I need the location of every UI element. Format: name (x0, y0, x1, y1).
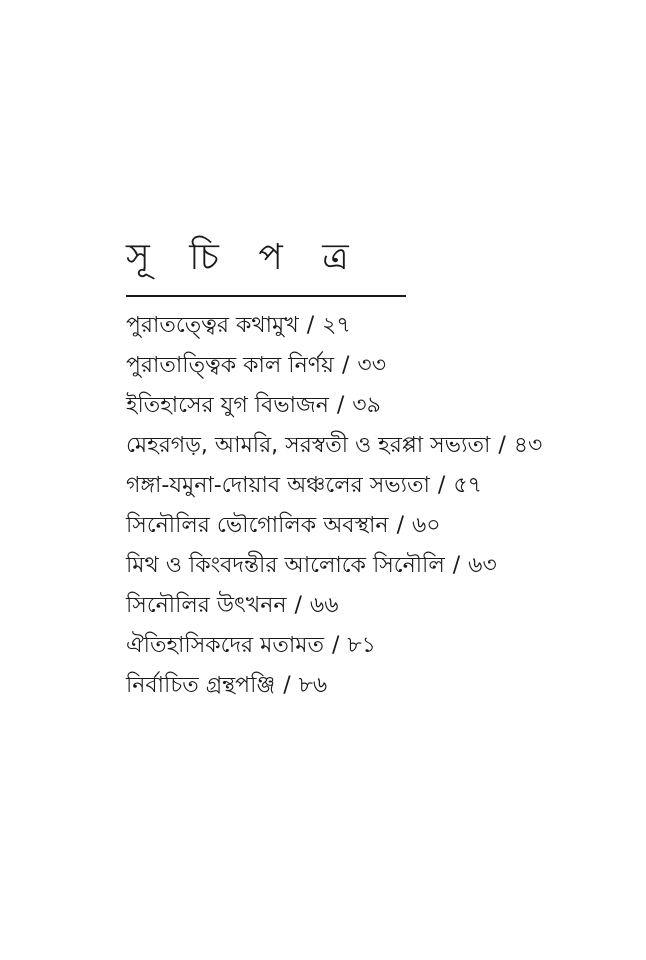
toc-entry-page: ৬৩ (468, 553, 497, 578)
toc-separator: / (331, 633, 340, 658)
toc-entry (126, 426, 626, 466)
toc-entry-page: ২৭ (322, 313, 351, 338)
toc-separator: / (498, 433, 506, 458)
heading-underline (126, 295, 406, 297)
toc-separator: / (294, 593, 302, 618)
toc-entry-title: ঐতিহাসিকদের মতামত (126, 633, 324, 658)
toc-entry (126, 586, 626, 626)
toc-entry-page: ৬০ (412, 513, 441, 538)
toc-entry-title: সিনৌলির ভৌগোলিক অবস্থান (126, 513, 389, 538)
table-of-contents (126, 306, 626, 706)
toc-separator: / (336, 393, 345, 418)
toc-separator: / (452, 553, 461, 578)
toc-entry-page: ৩৯ (352, 393, 381, 418)
toc-entry-page: ৪৩ (513, 433, 543, 458)
toc-entry-title: সিনৌলির উৎখনন (126, 593, 287, 618)
toc-entry-page: ৬৬ (309, 593, 339, 618)
toc-entry-title: মিথ ও কিংবদন্তীর আলোকে সিনৌলি (126, 553, 445, 578)
toc-entry (126, 386, 626, 426)
toc-entry-page: ৩৩ (357, 353, 387, 378)
toc-entry (126, 546, 626, 586)
toc-separator: / (396, 513, 404, 538)
toc-entry-title: পুরাতাত্ত্বিক কাল নির্ণয় (126, 353, 334, 378)
toc-entry (126, 346, 626, 386)
toc-separator: / (283, 673, 291, 698)
toc-entry (126, 306, 626, 346)
toc-entry-page: ৫৭ (453, 473, 482, 498)
toc-entry-page: ৮১ (347, 633, 376, 658)
toc-separator: / (306, 313, 315, 338)
toc-entry-title: মেহরগড়, আমরি, সরস্বতী ও হরপ্পা সভ্যতা (126, 433, 491, 458)
toc-entry-page: ৮৬ (298, 673, 328, 698)
contents-heading: সূ চি প ত্র (126, 237, 363, 278)
toc-entry-title: নির্বাচিত গ্রন্থপঞ্জি (126, 673, 276, 698)
toc-entry (126, 506, 626, 546)
toc-entry (126, 626, 626, 666)
toc-separator: / (341, 353, 350, 378)
toc-entry (126, 666, 626, 706)
toc-entry-title: ইতিহাসের যুগ বিভাজন (126, 393, 329, 418)
toc-entry (126, 466, 626, 506)
toc-entry-title: গঙ্গা-যমুনা-দোয়াব অঞ্চলের সভ্যতা (126, 473, 430, 498)
toc-entry-title: পুরাতত্ত্বের কথামুখ (126, 313, 299, 338)
toc-separator: / (437, 473, 446, 498)
